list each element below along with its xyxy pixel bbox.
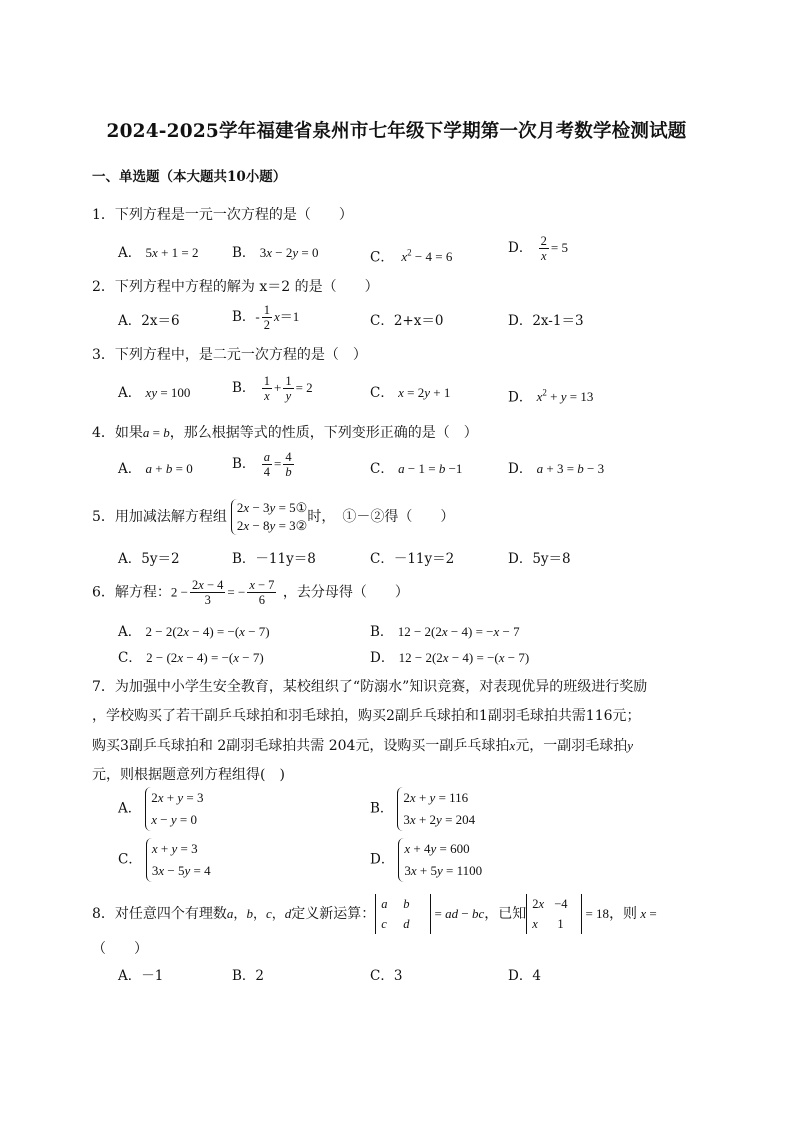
q1-option-a: A． 5x + 1 = 2 <box>118 245 199 261</box>
question-5-stem: 5．用加减法解方程组2x − 3y = 5① 2x − 8y = 3②时， ①－②得（ ） <box>92 500 455 533</box>
q7-line-3: 购买3副乒乓球拍和 2副羽毛球拍共需 204元，设购买一副乒乓球拍x元，一副羽毛球拍y <box>92 738 633 754</box>
q6-option-d: D． 12 − 2(2x − 4) = −(x − 7) <box>370 650 530 666</box>
q3-option-d: D． $x^2 + y = 13$ <box>508 388 594 406</box>
q6-option-b: B． 12 − 2(2x − 4) = −x − 7 <box>370 624 520 640</box>
question-8-stem: 8．对任意四个有理数a，b，c，d定义新运算：a b c d = ad − bc，已知2x −4 x 1 = 18，则 x = <box>92 894 657 934</box>
question-7-stem <box>92 673 712 790</box>
q8-option-d: D．4 <box>508 968 541 984</box>
question-1-stem: 1．下列方程是一元一次方程的是（ ） <box>92 207 353 223</box>
q8-option-a: A．－1 <box>118 968 164 984</box>
q3-option-b: B． $\frac{1}{x}$ + $\frac{1}{y}$ = 2 <box>232 374 313 403</box>
q7-line-2: ，学校购买了若干副乒乓球拍和羽毛球拍，购买2副乒乓球拍和1副羽毛球拍共需116元； <box>92 708 641 724</box>
q7-option-d: D．x + 4y = 600 3x + 5y = 1100 <box>370 838 482 882</box>
q5-option-a: A．5y＝2 <box>118 551 180 567</box>
section-heading: 一、单选题（本大题共10小题） <box>92 169 287 185</box>
q2-option-b: B．- $\frac{1}{2}$ x＝1 <box>232 303 300 332</box>
q6-option-a: A． 2 − 2(2x − 4) = −(x − 7) <box>118 624 270 640</box>
q1-option-b: B． 3x − 2y = 0 <box>232 245 319 261</box>
q4-option-b: B． $\frac{a}{4}$ = $\frac{4}{b}$ <box>232 450 292 479</box>
q4-option-c: C． a − 1 = b −1 <box>370 461 463 477</box>
q4-option-a: A． a + b = 0 <box>118 461 193 477</box>
q4-option-d: D． a + 3 = b − 3 <box>508 461 605 477</box>
question-2-stem: 2．下列方程中方程的解为 x＝2 的是（ ） <box>92 279 379 295</box>
question-4-stem: 4．如果a = b，那么根据等式的性质，下列变形正确的是（ ） <box>92 425 478 441</box>
page-title: 2024-2025学年福建省泉州市七年级下学期第一次月考数学检测试题 <box>106 121 687 142</box>
q8-option-b: B．2 <box>232 968 265 984</box>
q5-option-c: C．－11y＝2 <box>370 551 455 567</box>
question-6-stem: 6．解方程：2 − $\frac{2x - 4}{3}$ = − $\frac{x - 7}{6}$ ，去分母得（ ） <box>92 578 409 607</box>
q6-option-c: C． 2 − (2x − 4) = −(x − 7) <box>118 650 264 666</box>
q8-answer-paren: （ ） <box>92 941 148 957</box>
q8-option-c: C．3 <box>370 968 403 984</box>
q1-option-d: D． $\frac{2}{x}$ = 5 <box>508 234 568 263</box>
q2-option-c: C．2+x＝0 <box>370 313 444 329</box>
q7-line-4: 元，则根据题意列方程组得( ) <box>92 767 285 783</box>
q3-option-c: C． x = 2y + 1 <box>370 385 451 401</box>
q5-option-b: B．－11y＝8 <box>232 551 316 567</box>
q7-line-1: 7．为加强中小学生安全教育，某校组织了“防溺水”知识竞赛，对表现优异的班级进行奖励 <box>92 679 648 695</box>
q7-option-b: B．2x + y = 116 3x + 2y = 204 <box>370 787 475 831</box>
q1-option-c: C． $x^2 - 4 = 6$ <box>370 248 453 266</box>
q7-option-a: A．2x + y = 3 x − y = 0 <box>118 787 204 831</box>
q7-option-c: C．x + y = 3 3x − 5y = 4 <box>118 838 211 882</box>
q5-option-d: D．5y＝8 <box>508 551 571 567</box>
question-3-stem: 3．下列方程中，是二元一次方程的是（ ） <box>92 347 367 363</box>
q2-option-a: A．2x＝6 <box>118 313 180 329</box>
q3-option-a: A． xy = 100 <box>118 385 191 401</box>
q2-option-d: D．2x-1＝3 <box>508 313 584 329</box>
